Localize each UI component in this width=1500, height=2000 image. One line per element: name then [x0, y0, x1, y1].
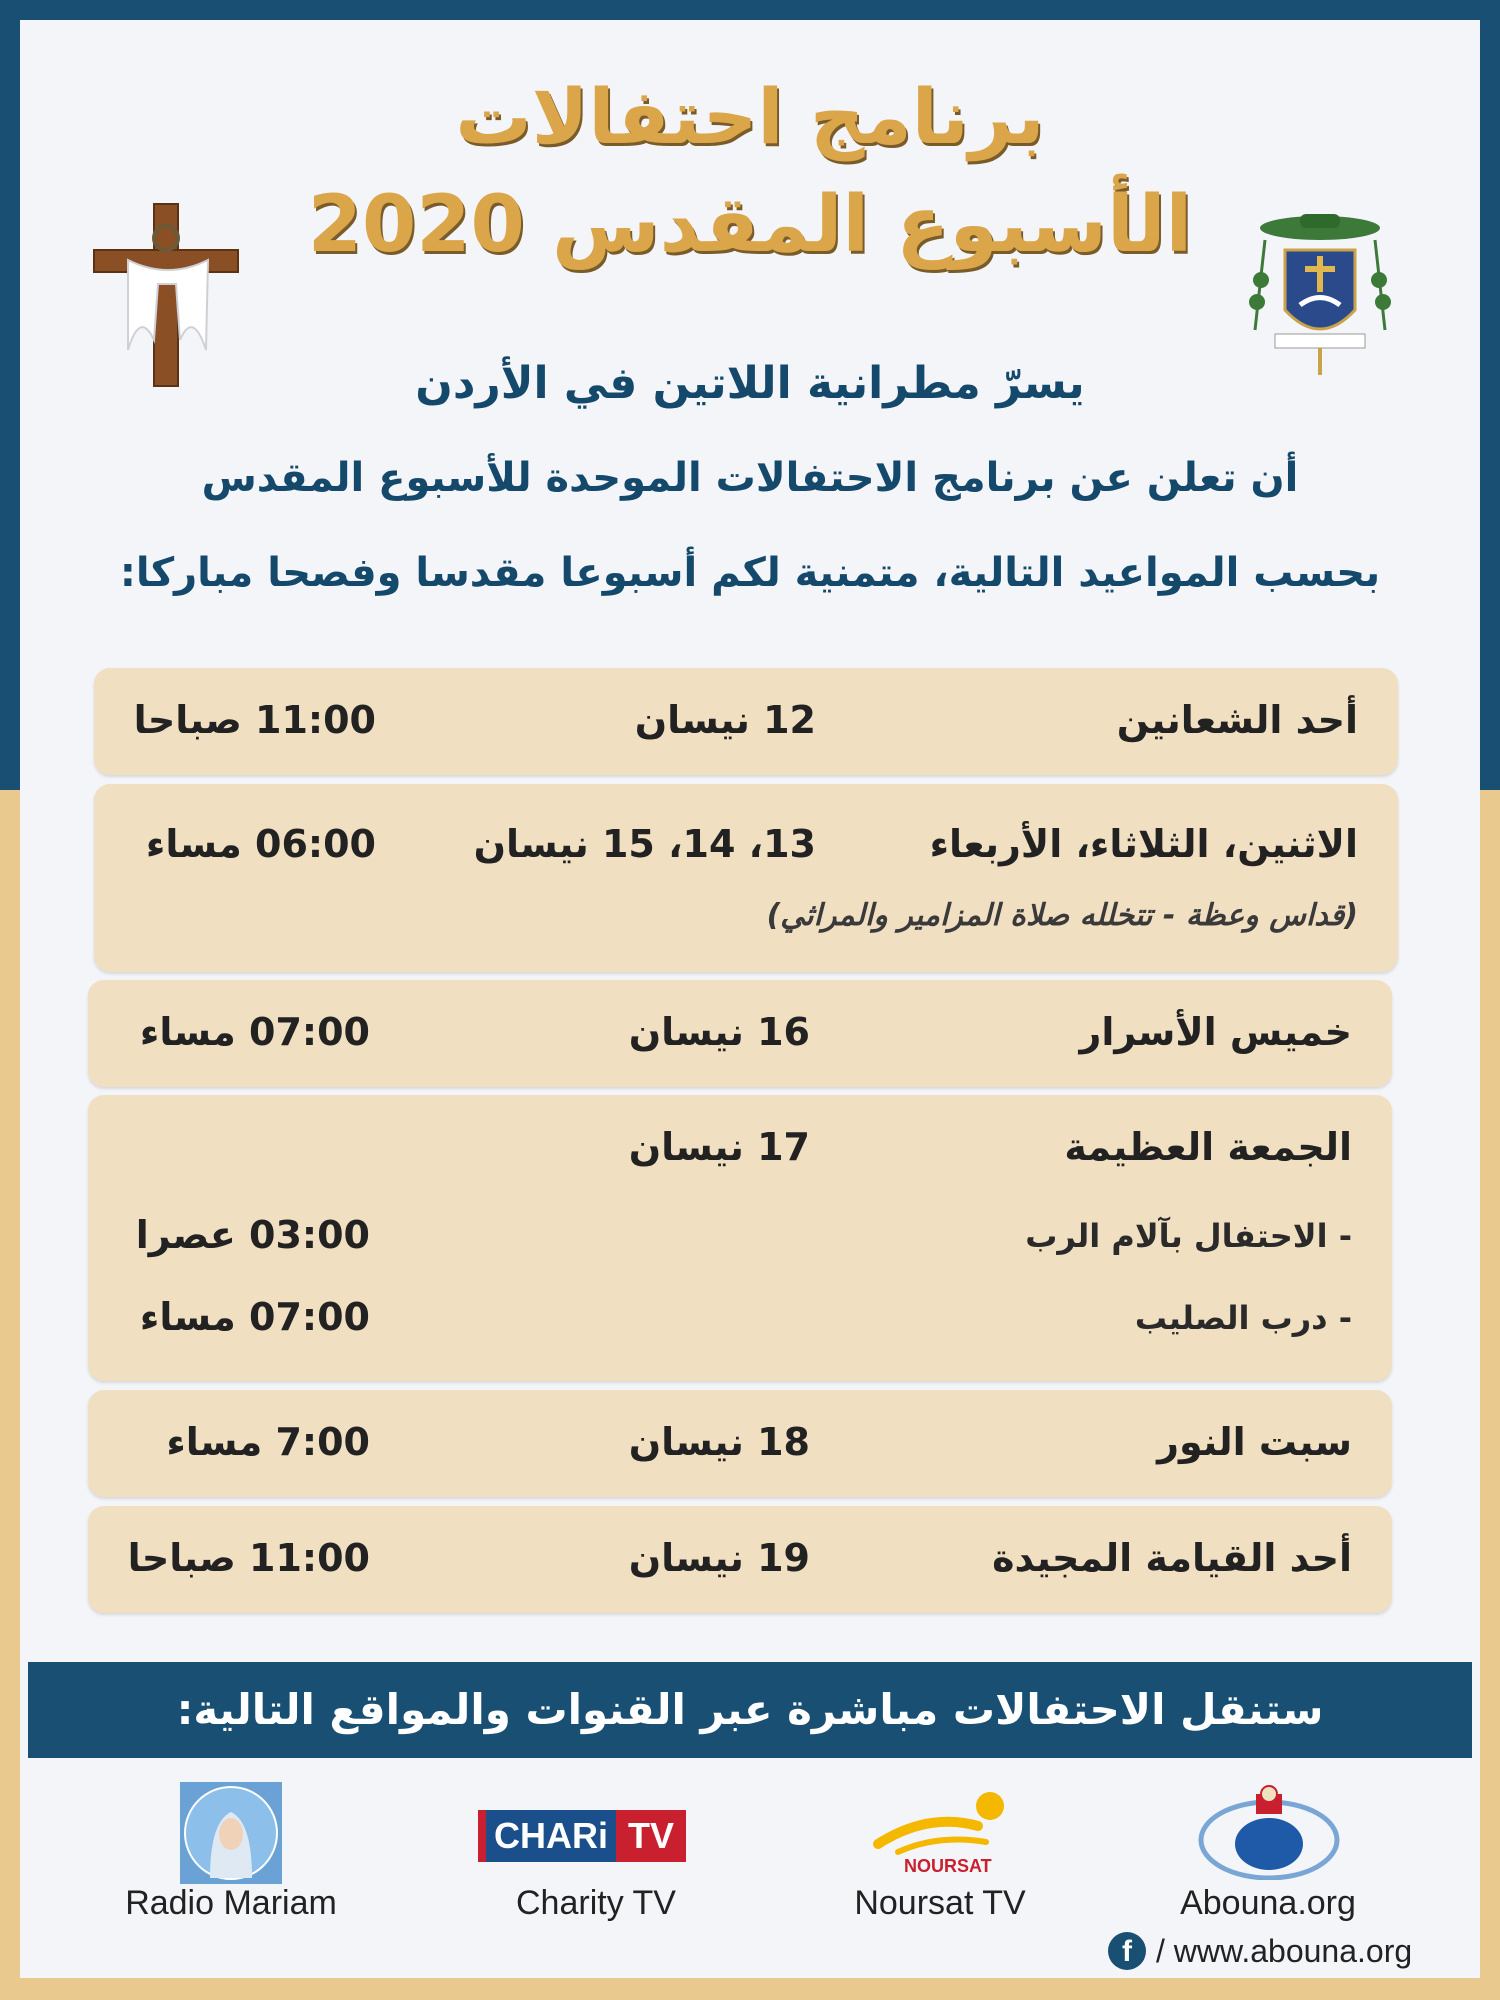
charity-logo-tv: TV	[616, 1810, 686, 1862]
intro-line3: بحسب المواعيد التالية، متمنية لكم أسبوعا مقدسا وفصحا مباركا:	[119, 550, 1381, 596]
facebook-icon: f	[1108, 1932, 1146, 1970]
event-time: 06:00 مساء	[145, 822, 376, 866]
event-time: 03:00 عصرا	[135, 1213, 370, 1257]
schedule-row	[94, 668, 1398, 775]
broadcast-banner: ستنقل الاحتفالات مباشرة عبر القنوات والمواقع التالية:	[28, 1662, 1472, 1758]
channel-label: Abouna.org	[1180, 1884, 1356, 1922]
event-time: 7:00 مساء	[166, 1420, 370, 1464]
event-time: 11:00 صباحا	[133, 698, 376, 742]
schedule-row	[88, 1095, 1392, 1381]
event-date: 17 نيسان	[628, 1125, 810, 1169]
event-date: 18 نيسان	[628, 1420, 810, 1464]
event-time: 07:00 مساء	[139, 1010, 370, 1054]
event-note: (قداس وعظة - تتخلله صلاة المزامير والمراثي)	[766, 898, 1358, 933]
event-date: 19 نيسان	[628, 1536, 810, 1580]
event-name: سبت النور	[1157, 1420, 1352, 1464]
schedule-row	[94, 784, 1398, 972]
event-name: الجمعة العظيمة	[1064, 1125, 1352, 1169]
schedule-row	[88, 980, 1392, 1087]
facebook-link[interactable]	[1108, 1932, 1412, 1970]
event-sub-label: - الاحتفال بآلام الرب	[1025, 1217, 1352, 1255]
event-sub-label: - درب الصليب	[1134, 1299, 1352, 1337]
channel-label: Noursat TV	[854, 1884, 1026, 1922]
noursat-logo[interactable]	[868, 1782, 1018, 1882]
event-name: الاثنين، الثلاثاء، الأربعاء	[929, 822, 1358, 866]
schedule-row	[88, 1390, 1392, 1497]
event-time: 07:00 مساء	[139, 1295, 370, 1339]
radio-mariam-logo[interactable]	[180, 1782, 282, 1884]
event-name: خميس الأسرار	[1079, 1010, 1352, 1054]
event-name: أحد القيامة المجيدة	[992, 1536, 1352, 1580]
page-title-line2: الأسبوع المقدس 2020	[307, 180, 1193, 270]
intro-line1: يسرّ مطرانية اللاتين في الأردن	[415, 358, 1085, 409]
event-date: 13، 14، 15 نيسان	[473, 822, 816, 866]
charity-tv-logo[interactable]	[478, 1810, 710, 1862]
charity-logo-text: CHARi	[486, 1810, 616, 1862]
facebook-url: / www.abouna.org	[1156, 1932, 1413, 1969]
channel-label: Radio Mariam	[125, 1884, 337, 1922]
event-date: 16 نيسان	[628, 1010, 810, 1054]
abouna-logo[interactable]	[1196, 1784, 1342, 1880]
page-title-line1: برنامج احتفالات	[455, 72, 1045, 161]
noursat-logo-text: NOURSAT	[904, 1856, 992, 1876]
schedule-row	[88, 1506, 1392, 1613]
event-name: أحد الشعانين	[1116, 698, 1358, 742]
event-date: 12 نيسان	[634, 698, 816, 742]
intro-line2: أن تعلن عن برنامج الاحتفالات الموحدة للأسبوع المقدس	[201, 455, 1299, 501]
event-time: 11:00 صباحا	[127, 1536, 370, 1580]
channel-label: Charity TV	[516, 1884, 676, 1922]
